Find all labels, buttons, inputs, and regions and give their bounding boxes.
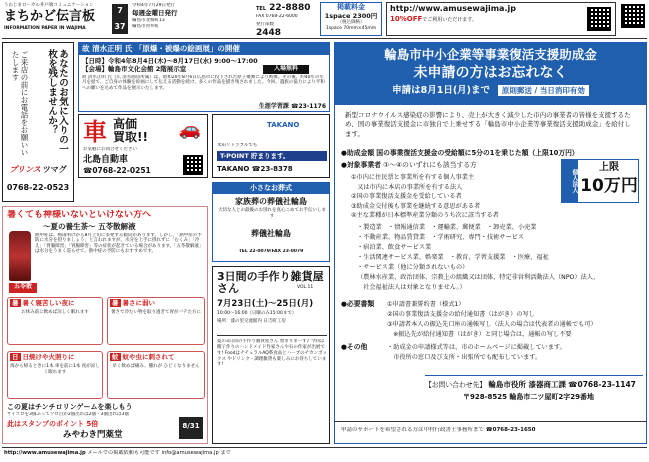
industry-item: ・サービス業（他に分類されないもの） xyxy=(357,263,469,271)
publisher: 輪島市北鳴町13 xyxy=(132,17,165,23)
car-note: お気軽にお問合せください xyxy=(83,147,137,152)
takano-note: 米田リトラブルでも xyxy=(217,143,258,148)
eligibility-text: ①～④のいずれにも該当する方 xyxy=(383,161,477,169)
event-contact: 生涯学習課 ☎23-1176 xyxy=(258,103,326,110)
stamp-text: 此はスタンプのポイント 5倍 xyxy=(7,420,99,428)
notice-title: あなたのお気に入りの一枚を残しませんか？ xyxy=(46,49,68,154)
other-list xyxy=(387,343,643,363)
main-intro: 新型コロナウイルス感染症の影響により、売上が大きく減少した市内の事業者の皆様を支援するため、国の事業復活支援金に市独自で上乗せする「輪島市中小企業等事業復活支援助成金」を給付します。 xyxy=(345,111,631,138)
qr-code-icon[interactable] xyxy=(183,155,203,175)
main-footer-tel: 0768-23-1650 xyxy=(492,427,536,433)
photo-studio-ad xyxy=(2,42,74,202)
tip-card xyxy=(7,351,103,399)
masthead-tagline: うわじまローカル井戸端コミュニケーション xyxy=(4,3,94,8)
herbal-ad xyxy=(2,206,208,444)
url-box xyxy=(386,2,616,36)
herbal-dates: 8/31 xyxy=(179,417,203,439)
contact-tel-number: 0768-23-1147 xyxy=(577,380,636,389)
main-footer-text: 申請のサポートを希望される方は中村行政書士事務所まで xyxy=(341,427,485,433)
main-title-2: 未申請の方はお忘れなく xyxy=(413,64,568,81)
issue-date: 令和4年7月29日発行 xyxy=(132,3,175,8)
masthead-title: まちかど伝言板 xyxy=(4,9,96,24)
circulation: 2448 xyxy=(256,27,282,38)
tip-title: 日焼けや火照りに xyxy=(22,353,75,361)
ad-size: 1space 70mm×45mm xyxy=(325,25,377,31)
takano-logo: TAKANO xyxy=(267,121,300,129)
fax: FAX 0768-22-6000 xyxy=(256,14,298,20)
eligibility-label: ●対象事業者 xyxy=(341,161,381,169)
main-footer-divider xyxy=(335,421,646,422)
funeral-title: 家族葬の葬儀社輪島 xyxy=(235,197,307,206)
car-shop: 北島自動車 xyxy=(83,155,129,165)
footer-divider xyxy=(2,447,647,448)
event-badge: 入場無料 xyxy=(263,65,309,74)
conditions-list xyxy=(351,173,559,221)
frequency: 毎週金曜日発行 xyxy=(132,9,178,18)
tip-card xyxy=(107,351,205,399)
herbal-headline: 暑くても神様いないといけない方へ xyxy=(7,210,152,220)
limit-amount: 10万円 xyxy=(580,176,638,196)
shop-phone[interactable]: 0768-22-0523 xyxy=(6,183,70,192)
site-url[interactable]: http://www.amusewajima.jp xyxy=(390,4,516,13)
main-article xyxy=(334,42,647,444)
condition-item: 又は市内に本店の事業所を有する法人 xyxy=(351,183,463,191)
car-headline-2: 高価 xyxy=(113,117,138,131)
ad-price-box xyxy=(320,2,382,36)
takano-name: TAKANO xyxy=(217,165,250,173)
contact-box xyxy=(425,375,643,411)
main-title-1: 輪島市中小企業等事業復活支援助成金 xyxy=(384,47,597,62)
page-footer xyxy=(4,450,334,457)
condition-item: ③助成金交付後も事業を継続する意思がある者 xyxy=(351,202,481,210)
bazaar-divider xyxy=(217,335,327,336)
doc-item: ③申請者本人の振込先口座の通帳写し（法人の場合は代表者の通帳でも可） xyxy=(387,320,597,328)
funeral-label: 小さなお葬式 xyxy=(213,183,329,194)
tel-number: 22-8880 xyxy=(269,3,311,13)
industry-item: 社会福祉法人は対象となりません。） xyxy=(357,283,466,291)
main-deadline-note: 原則郵送 / 当日消印有効 xyxy=(498,85,589,96)
qr-code-icon[interactable] xyxy=(621,4,645,28)
masthead-subtitle: INFORMATION PAPER IN WAJIMA xyxy=(4,26,86,31)
event-body: 故 清水正明 氏（広 清水画房所属）は、昭和20年8月6日広島市に投下された原子爆弾により被爆。その後、約40年の年月を経て、ご自身の体験を絵画にして伝える活動を続け、多くの作品を描き残されました。今回、遺族の協力により平和への願いを込めて作品を展示いたします。 xyxy=(82,75,325,91)
bazaar-time: 10:00～16:00（日曜のみ15:00まで） xyxy=(217,311,297,316)
masthead-info xyxy=(132,3,254,30)
car-headline-3: 買取!! xyxy=(113,130,148,144)
amount-text: 国の事業復活支援金の受給額に5分の1を乗じた額（上限10万円） xyxy=(376,149,579,157)
amount-label: ●助成金額 xyxy=(341,149,375,157)
event-date: 【日時】令和4年8月4日(木)～8月17日(水) 9:00～17:00 xyxy=(82,57,258,65)
industry-item: ・生活関連サービス業、娯楽業 ・教育、学習支援業 ・医療、福祉 xyxy=(357,253,549,261)
docs-list xyxy=(387,300,643,340)
contact-tel[interactable]: ☎0768-23-1147 xyxy=(568,380,636,389)
other-label: ●その他 xyxy=(341,343,368,351)
limit-label: 個人法人 xyxy=(562,160,578,202)
contact-dept: 輪島市役所 漆器商工課 xyxy=(488,380,566,389)
tip-text: 暑さで冷たい物を取り過ぎて胃がバテた方に xyxy=(111,310,201,316)
ad-price: 1space 2300円 xyxy=(324,11,378,20)
tip-title: 暑く寝苦しい夜に xyxy=(22,299,75,307)
coupon: 10%OFF xyxy=(390,15,423,23)
footer-url[interactable]: http://www.amusewajima.jp xyxy=(4,450,86,456)
issue-number: 7 xyxy=(117,6,123,15)
event-contact-label: 生涯学習課 xyxy=(258,103,289,110)
funeral-ad xyxy=(212,182,330,262)
tel-label: TEL xyxy=(256,6,267,12)
tip-text: 海から帰るときに1本 車を前に1本 夜が涼しく眠れます xyxy=(10,364,100,375)
qr-code-icon[interactable] xyxy=(587,7,611,31)
car-icon: 🚗 xyxy=(178,119,202,140)
main-footer: 申請のサポートを希望される方は中村行政書士事務所まで ☎0768-23-1650 xyxy=(341,427,536,433)
other-item: 市役所の窓口及び支所・出張所でも配布しています。 xyxy=(387,353,542,361)
takano-tel: 23-8378 xyxy=(260,165,293,173)
industry-item: ・製造業 ・情報通信業 ・運輸業、郵便業 ・卸売業、小売業 xyxy=(357,224,537,231)
issue-badge xyxy=(112,4,128,34)
circulation-label: 発行部数 xyxy=(256,21,274,27)
masthead xyxy=(2,2,647,38)
masthead-tel xyxy=(256,3,318,39)
eligibility-row xyxy=(341,161,561,169)
footer-text: メールでの掲載依頼も可能です info@amusewajima.jp まで xyxy=(87,450,231,456)
condition-item: ②国の事業復活支援金を受給している者 xyxy=(351,193,462,201)
main-deadline: 申請は8月1日(月)まで xyxy=(392,85,490,97)
event-header: 故 清水正明 氏 「原爆・被爆の絵画展」の開催 xyxy=(79,43,329,55)
car-headline-1: 車 xyxy=(83,118,107,146)
tip-mark: 日 xyxy=(12,353,19,361)
docs-label: ●必要書類 xyxy=(341,300,375,308)
ad-label: 掲載料金 xyxy=(337,3,365,11)
event-box xyxy=(78,42,330,112)
contact-label: 【お問い合わせ先】 xyxy=(425,381,487,389)
masthead-divider xyxy=(2,38,647,39)
other-item: ・助成金の申請様式等は、市のホームページに掲載しています。 xyxy=(387,344,566,351)
shop-name: プリンス xyxy=(9,165,41,174)
amount-row xyxy=(341,149,641,157)
condition-item: ①市内に住民票と事業所を有する個人事業主 xyxy=(351,174,475,181)
herbal-badge: 五苓散 xyxy=(9,283,37,293)
bottle-image xyxy=(9,231,31,281)
herbal-sub: ～夏の養生茶～ 五苓散解液 xyxy=(43,222,136,231)
doc-item: ※振込先が給付通知書（はがき）と同じ場合は、通帳の写し不要 xyxy=(387,330,572,338)
limit-value: 上限 xyxy=(599,162,619,173)
car-tel[interactable]: ☎0768-22-0251 xyxy=(83,166,151,175)
notice-sub: ご来店の前にお電話をお願いいたします xyxy=(11,51,29,156)
contact-addr: 〒928-8525 輪島市二ツ屋町2字29番地 xyxy=(463,393,595,402)
tip-mark: 暑 xyxy=(112,299,119,307)
condition-item: ④主な業種が日本標準産業分類のうち次に該当する者 xyxy=(351,212,499,220)
tip-text: 早く飲めば痛み、腫れが ひどくなりません xyxy=(112,364,200,370)
tip-grid xyxy=(7,297,205,401)
main-title-band xyxy=(335,43,646,105)
tip-text: お休み前に飲めば涼しく眠れます xyxy=(21,310,89,316)
tip-mark: 暑 xyxy=(12,299,19,307)
ad-note: （税込価格） xyxy=(337,19,365,25)
industry-item: （農林水産業、政治団体、宗教上の組織又は団体、特定非営利活動法人（NPO）法人、 xyxy=(357,273,600,281)
event-contact-tel: 23-1176 xyxy=(298,103,326,110)
limit-box xyxy=(561,159,639,203)
car-tel-number: 0768-22-0251 xyxy=(92,166,151,175)
industry-item: ・宿泊業、飲食サービス業 xyxy=(357,243,432,251)
funeral-name: 葬儀社輪島 xyxy=(251,229,291,238)
funeral-tel[interactable]: TEL 22-0079/FAX 23-0079 xyxy=(238,249,304,254)
bazaar-venue: 場所：漆の里交流館内 日吉町工房 xyxy=(217,319,286,324)
bazaar-body: 夏の3日間の手作り雑貨屋さん 始まりまーす♪ 今回は帽子作りのハンドメイド作家さんや石の作家が出展です! FoodはナチュラルAQ系食品とハーブのチカンボックス やドリンク・調理雑貨も楽しみにお待ちしています! xyxy=(217,339,327,368)
industries-list xyxy=(357,223,643,292)
shop-name-2: ツマグ xyxy=(42,165,67,174)
game-title: この夏はチンチロリンゲームを楽しもう xyxy=(7,403,133,411)
doc-item: ②国の事業復活支援金の給付通知書（はがき）の写し xyxy=(387,310,535,318)
bazaar-title: 3日間の手作り雑貨屋さん xyxy=(217,270,324,296)
takano-footer: TAKANO ☎23-8378 xyxy=(217,165,293,173)
bazaar-date: 7月23日(土)～25日(月) xyxy=(217,299,314,309)
tip-mark: 蚊 xyxy=(112,353,119,361)
tip-card xyxy=(107,297,205,345)
herbal-body: 熱中症は、梅雨明けから8月上旬に多発する傾向があります。しかし、「熱中症の予防に水分を摂りましょう」と言われますが、水分を上手に摂れずに「むくみ」「冷え」「胃腸障害」「胃腸障害」等の症状が起きている場合があります。「五苓散解液」は水分をうまく巡らせて、熱中症の予防にもおすすめです。 xyxy=(35,233,204,255)
address: 輪島市河井町 xyxy=(132,23,159,29)
takano-ad xyxy=(212,114,330,178)
doc-item: ①申請書兼誓約書（様式1） xyxy=(387,301,465,308)
game-sub: サイコロを3個ふってゾロ目が2個出れば2個・3個出れば3個 xyxy=(7,412,129,417)
industry-item: ・不動産業、物品賃貸業 ・学術研究、専門・技術サービス xyxy=(357,233,525,241)
funeral-text: 大切な人との最後のお別れを真心こめてお手伝いします xyxy=(218,208,326,219)
tip-title: 暑さに弱い xyxy=(122,299,155,307)
issue-vol: 37 xyxy=(114,22,126,31)
herbal-shop: みやわき門薬堂 xyxy=(63,430,123,440)
tip-title: 蚊や虫に刺されて xyxy=(122,353,175,361)
coupon-text: でご利用いただけます。 xyxy=(422,17,477,23)
shop-logo xyxy=(5,165,71,175)
bazaar-ad xyxy=(212,266,330,444)
takano-tpoint: T-POINT 貯まります。 xyxy=(217,151,327,161)
bazaar-vol: VOL.11 xyxy=(297,285,314,290)
car-ad xyxy=(78,114,208,178)
tip-card xyxy=(7,297,103,345)
event-venue: 【会場】輪島市文化会館 2階展示室 xyxy=(82,65,187,73)
